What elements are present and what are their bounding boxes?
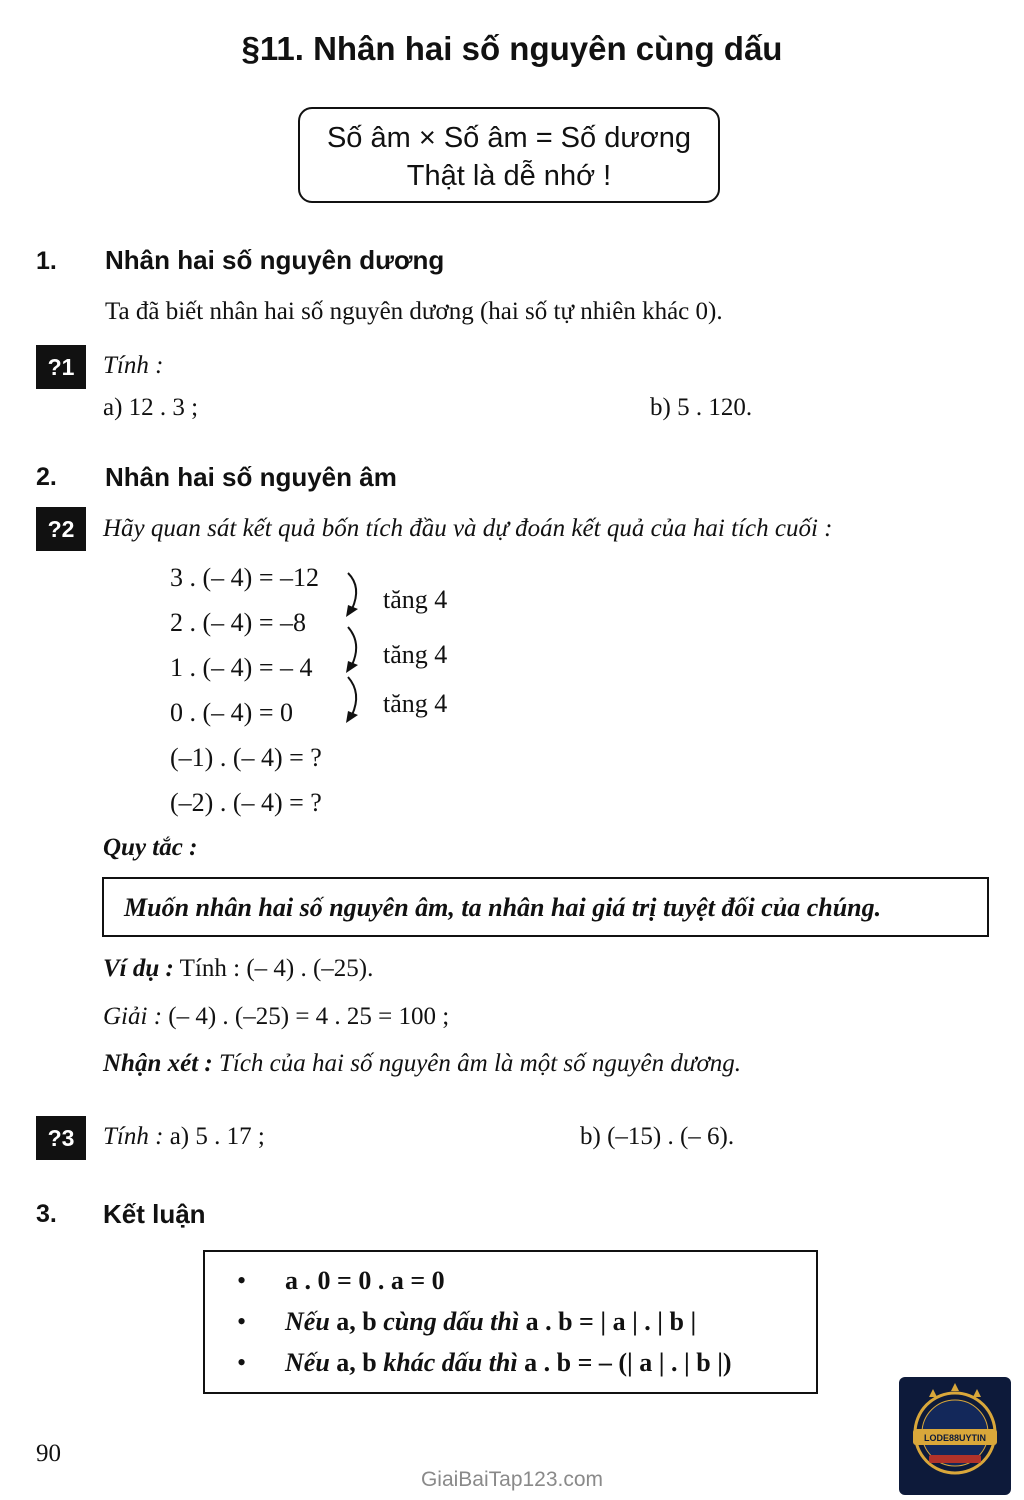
remark-label: Nhận xét : xyxy=(103,1050,213,1077)
question-1-part-b: b) 5 . 120. xyxy=(650,394,753,421)
increase-label: tăng 4 xyxy=(383,585,448,614)
question-2-prompt: Hãy quan sát kết quả bốn tích đầu và dự đoán kết quả của hai tích cuối : xyxy=(103,515,833,542)
product-line: 3 . (– 4) = –12 xyxy=(170,563,319,592)
section-3-number: 3. xyxy=(36,1200,57,1228)
question-3-label: Tính : xyxy=(103,1123,164,1150)
memo-box xyxy=(298,107,720,203)
conclusion-text: a . 0 = 0 . a = 0 xyxy=(285,1266,445,1295)
footer-watermark: GiaiBaiTap123.com xyxy=(420,1468,604,1491)
conclusion-formula: a . b = | a | . | b | xyxy=(525,1307,697,1336)
increase-label: tăng 4 xyxy=(383,689,448,718)
conclusion-text xyxy=(285,1307,696,1337)
increase-label: tăng 4 xyxy=(383,640,448,669)
solution-text: (– 4) . (–25) = 4 . 25 = 100 ; xyxy=(168,1003,450,1030)
question-1-label: Tính : xyxy=(103,352,164,379)
example-label: Ví dụ : xyxy=(103,955,174,982)
rule-label: Quy tắc : xyxy=(103,834,198,861)
rule-box xyxy=(102,877,989,937)
curved-arrow-icon xyxy=(348,573,356,609)
memo-line-1: Số âm × Số âm = Số dương xyxy=(326,122,692,154)
conclusion-if: Nếu xyxy=(285,1348,330,1377)
question-1-badge: ?1 xyxy=(36,345,86,389)
question-3-part-a: a) 5 . 17 ; xyxy=(169,1123,265,1150)
conclusion-box xyxy=(203,1250,818,1394)
section-1-text: Ta đã biết nhân hai số nguyên dương (hai số tự nhiên khác 0). xyxy=(105,298,723,325)
solution-label: Giải : xyxy=(103,1003,163,1030)
bullet: • xyxy=(237,1348,247,1377)
curved-arrow-icon xyxy=(348,627,356,665)
curved-arrow-icon xyxy=(348,677,356,715)
question-3-line-a xyxy=(103,1123,265,1151)
section-3-heading: Kết luận xyxy=(103,1199,206,1229)
section-1-number: 1. xyxy=(36,247,57,275)
increase-arrows xyxy=(336,565,376,730)
remark-text: Tích của hai số nguyên âm là một số nguyên dương. xyxy=(218,1050,742,1077)
product-line: 0 . (– 4) = 0 xyxy=(170,698,293,727)
question-3-badge: ?3 xyxy=(36,1116,86,1160)
rule-text: Muốn nhân hai số nguyên âm, ta nhân hai giá trị tuyệt đối của chúng. xyxy=(124,893,882,922)
product-line: 2 . (– 4) = –8 xyxy=(170,608,306,637)
product-line: 1 . (– 4) = – 4 xyxy=(170,653,313,682)
conclusion-condition: cùng dấu thì xyxy=(383,1307,520,1336)
product-line: (–2) . (– 4) = ? xyxy=(170,788,322,817)
conclusion-vars: a, b xyxy=(336,1348,377,1377)
section-2-number: 2. xyxy=(36,463,57,491)
product-line: (–1) . (– 4) = ? xyxy=(170,743,322,772)
conclusion-text xyxy=(285,1348,732,1378)
question-2-badge: ?2 xyxy=(36,507,86,551)
solution-line xyxy=(103,1003,449,1031)
page-title: §11. Nhân hai số nguyên cùng dấu xyxy=(241,30,783,67)
example-text: Tính : (– 4) . (–25). xyxy=(179,955,374,982)
conclusion-if: Nếu xyxy=(285,1307,330,1336)
conclusion-condition: khác dấu thì xyxy=(383,1348,518,1377)
memo-line-2: Thật là dễ nhớ ! xyxy=(406,160,612,192)
example-line xyxy=(103,955,373,983)
page-number: 90 xyxy=(36,1440,61,1467)
section-2-heading: Nhân hai số nguyên âm xyxy=(105,462,397,492)
section-1-heading: Nhân hai số nguyên dương xyxy=(105,245,445,275)
bullet: • xyxy=(237,1266,247,1295)
svg-text:LODE88UYTIN: LODE88UYTIN xyxy=(923,1433,987,1443)
conclusion-formula: a . b = – (| a | . | b |) xyxy=(524,1348,732,1377)
question-3-part-b: b) (–15) . (– 6). xyxy=(580,1123,735,1150)
bullet: • xyxy=(237,1307,247,1336)
question-1-part-a: a) 12 . 3 ; xyxy=(103,394,199,421)
conclusion-vars: a, b xyxy=(336,1307,377,1336)
remark-line xyxy=(103,1050,741,1078)
